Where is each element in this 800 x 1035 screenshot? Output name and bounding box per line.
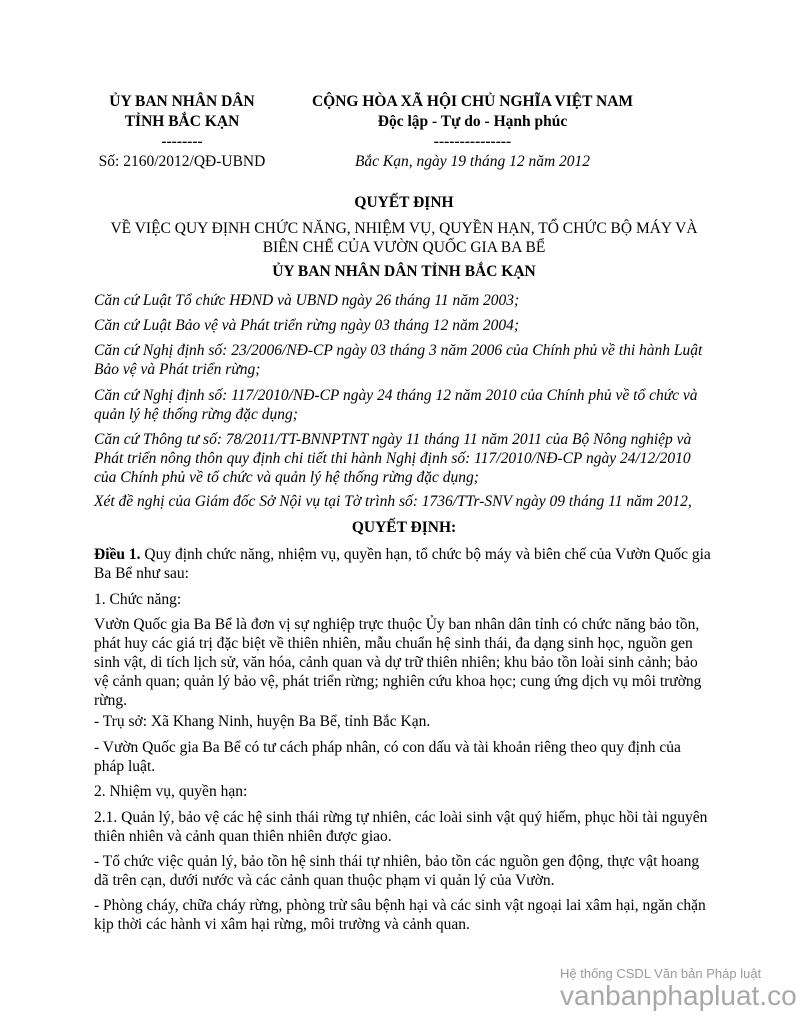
document-number: Số: 2160/2012/QĐ-UBND	[98, 153, 266, 170]
legal-ground-1: Căn cứ Luật Tổ chức HĐND và UBND ngày 26 tháng 11 năm 2003;	[94, 292, 520, 309]
headquarters-line: - Trụ sở: Xã Khang Ninh, huyện Ba Bể, tỉnh Bắc Kạn.	[94, 713, 431, 730]
watermark-caption: Hệ thống CSDL Văn bản Pháp luật	[560, 966, 762, 981]
legal-entity-paragraph: - Vườn Quốc gia Ba Bể có tư cách pháp nhân, có con dấu và tài khoản riêng theo quy định của pháp luật.	[94, 739, 681, 775]
nation-name: CỘNG HÒA XÃ HỘI CHỦ NGHĨA VIỆT NAM	[311, 93, 634, 110]
legal-ground-6: Xét đề nghị của Giám đốc Sở Nội vụ tại Tờ trình số: 1736/TTr-SNV ngày 09 tháng 11 năm 2012,	[94, 493, 692, 510]
section-2-heading: 2. Nhiệm vụ, quyền hạn:	[94, 783, 248, 800]
subject-line-2: BIÊN CHẾ CỦA VƯỜN QUỐC GIA BA BỂ	[262, 239, 546, 256]
authority-separator: --------	[161, 133, 203, 150]
issuing-authority-block	[82, 92, 282, 172]
legal-ground-2: Căn cứ Luật Bảo vệ và Phát triển rừng ngày 03 tháng 12 năm 2004;	[94, 317, 520, 334]
document-subject	[94, 219, 714, 257]
article-1-text: Quy định chức năng, nhiệm vụ, quyền hạn, tổ chức bộ máy và biên chế của Vườn Quốc gia Ba Bể như sau:	[94, 546, 711, 582]
fire-prevention-paragraph: - Phòng cháy, chữa cháy rừng, phòng trừ sâu bệnh hại và các sinh vật ngoại lai xâm hại, ngăn chặn kịp thời các hành vi xâm hại rừng, môi trường và cảnh quan.	[94, 897, 706, 933]
item-2-1-paragraph: 2.1. Quản lý, bảo vệ các hệ sinh thái rừng tự nhiên, các loài sinh vật quý hiếm, phục hồi tài nguyên thiên nhiên và cảnh quan thiên nhiên được giao.	[94, 809, 708, 845]
decision-heading: QUYẾT ĐỊNH:	[351, 519, 457, 536]
watermark-site: vanbanphapluat.co	[560, 980, 797, 1011]
section-1-heading: 1. Chức năng:	[94, 591, 182, 608]
legal-ground-4: Căn cứ Nghị định số: 117/2010/NĐ-CP ngày 24 tháng 12 năm 2010 của Chính phủ về tổ chức và quản lý hệ thống rừng đặc dụng;	[94, 387, 698, 423]
article-1-label: Điều 1.	[94, 546, 141, 563]
national-motto-block	[285, 92, 660, 172]
authority-heading: ỦY BAN NHÂN DÂN TỈNH BẮC KẠN	[272, 263, 536, 280]
place-date: Bắc Kạn, ngày 19 tháng 12 năm 2012	[354, 153, 591, 170]
authority-name-line2: TỈNH BẮC KẠN	[124, 113, 240, 130]
conservation-paragraph: - Tổ chức việc quản lý, bảo tồn hệ sinh thái tự nhiên, bảo tồn các nguồn gen động, thực vật hoang dã trên cạn, dưới nước và các cảnh quan thuộc phạm vi quản lý của Vườn.	[94, 853, 700, 889]
function-paragraph: Vườn Quốc gia Ba Bể là đơn vị sự nghiệp trực thuộc Ủy ban nhân dân tỉnh có chức năng bảo tồn, phát huy các giá trị đặc biệt về thiên nhiên, mẫu chuẩn hệ sinh thái, đa dạng sinh học, nguồn gen sinh vật, di tích lịch sử, văn hóa, cảnh quan và dự trữ thiên nhiên; khu bảo tồn loài sinh cảnh; bảo vệ cảnh quan; quản lý bảo vệ, phát triển rừng; nghiên cứu khoa học; cung ứng dịch vụ môi trường rừng.	[94, 616, 702, 709]
document-type-title: QUYẾT ĐỊNH	[354, 194, 454, 211]
motto: Độc lập - Tự do - Hạnh phúc	[377, 113, 568, 130]
legal-ground-5: Căn cứ Thông tư số: 78/2011/TT-BNNPTNT ngày 11 tháng 11 năm 2011 của Bộ Nông nghiệp và Phát triển nông thôn quy định chi tiết thi hành Nghị định số: 117/2010/NĐ-CP ngày 24/12/2010 của Chính phủ về tổ chức và quản lý hệ thống rừng đặc dụng;	[94, 431, 692, 486]
motto-separator: ---------------	[433, 133, 512, 150]
authority-name-line1: ỦY BAN NHÂN DÂN	[109, 93, 255, 110]
subject-line-1: VỀ VIỆC QUY ĐỊNH CHỨC NĂNG, NHIỆM VỤ, QUYỀN HẠN, TỔ CHỨC BỘ MÁY VÀ	[110, 220, 698, 237]
article-1	[94, 545, 714, 583]
legal-ground-3: Căn cứ Nghị định số: 23/2006/NĐ-CP ngày 03 tháng 3 năm 2006 của Chính phủ về thi hành Luật Bảo vệ và Phát triển rừng;	[94, 342, 703, 378]
